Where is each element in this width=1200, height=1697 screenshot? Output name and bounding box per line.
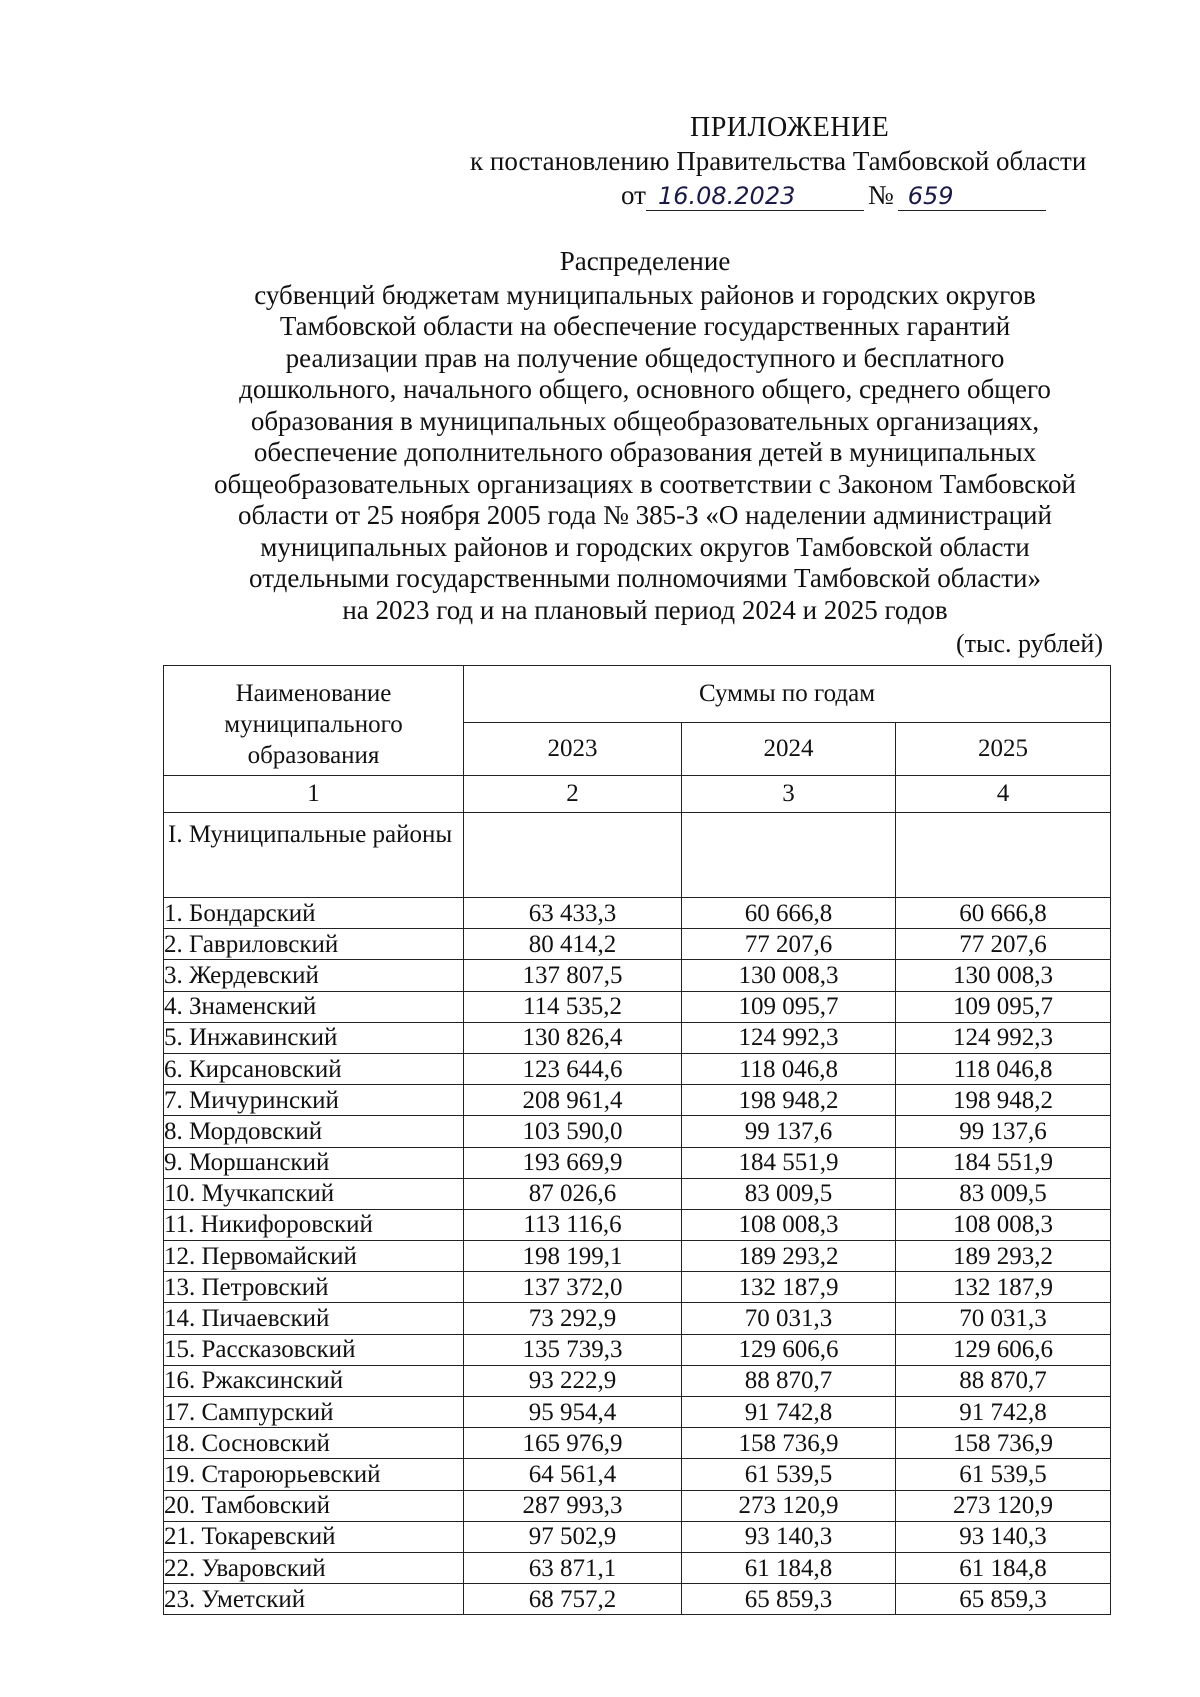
- value-2025: 132 187,9: [896, 1272, 1111, 1303]
- value-2024: 65 859,3: [682, 1584, 896, 1615]
- value-2024: 93 140,3: [682, 1521, 896, 1552]
- title-line: образования в муниципальных общеобразовательных организациях,: [250, 405, 1040, 436]
- municipality-name: 23. Уметский: [164, 1584, 464, 1615]
- value-2024: 118 046,8: [682, 1053, 896, 1084]
- header-name: Наименование муниципального образования: [164, 666, 464, 776]
- value-2023: 63 871,1: [464, 1552, 682, 1583]
- title-line: общеобразовательных организациях в соответствии с Законом Тамбовской: [214, 468, 1076, 499]
- table-row: [164, 898, 1111, 929]
- table-row: [164, 1365, 1111, 1396]
- table-row: [164, 1428, 1111, 1459]
- value-2025: 65 859,3: [896, 1584, 1111, 1615]
- value-2023: 130 826,4: [464, 1022, 682, 1053]
- header-year-2025: 2025: [896, 723, 1111, 776]
- municipality-name: 17. Сампурский: [164, 1397, 464, 1428]
- value-2023: 165 976,9: [464, 1428, 682, 1459]
- value-2025: 118 046,8: [896, 1053, 1111, 1084]
- value-2025: 61 539,5: [896, 1459, 1111, 1490]
- value-2025: 91 742,8: [896, 1397, 1111, 1428]
- table-row: [164, 1085, 1111, 1116]
- value-2024: 77 207,6: [682, 929, 896, 960]
- municipality-name: 18. Сосновский: [164, 1428, 464, 1459]
- title-line: обеспечение дополнительного образования детей в муниципальных: [253, 437, 1037, 467]
- value-2024: 61 539,5: [682, 1459, 896, 1490]
- value-2024: 130 008,3: [682, 960, 896, 991]
- value-2024: 129 606,6: [682, 1334, 896, 1365]
- table-row: [164, 960, 1111, 991]
- column-index: 4: [896, 776, 1111, 813]
- value-2023: 68 757,2: [464, 1584, 682, 1615]
- value-2023: 87 026,6: [464, 1178, 682, 1209]
- value-2024: 61 184,8: [682, 1552, 896, 1583]
- table-row: [164, 1521, 1111, 1552]
- title-line: отдельными государственными полномочиями Тамбовской области»: [249, 563, 1041, 593]
- value-2024: 83 009,5: [682, 1178, 896, 1209]
- value-2023: 63 433,3: [464, 898, 682, 929]
- table-row: [164, 1552, 1111, 1583]
- table-row: [164, 1490, 1111, 1521]
- value-2025: 70 031,3: [896, 1303, 1111, 1334]
- value-2023: 137 372,0: [464, 1272, 682, 1303]
- municipality-name: 10. Мучкапский: [164, 1178, 464, 1209]
- table-row: [164, 1459, 1111, 1490]
- table-row: [164, 1053, 1111, 1084]
- value-2024: 99 137,6: [682, 1116, 896, 1147]
- table-row: [164, 1116, 1111, 1147]
- value-2024: 158 736,9: [682, 1428, 896, 1459]
- appendix-date-line: [621, 180, 1046, 211]
- table-row: [164, 1303, 1111, 1334]
- table-body: [164, 813, 1111, 1615]
- value-2024: 184 551,9: [682, 1147, 896, 1178]
- distribution-table: [163, 665, 1111, 1615]
- value-2025: 77 207,6: [896, 929, 1111, 960]
- value-2024: 108 008,3: [682, 1209, 896, 1240]
- table-row: [164, 1397, 1111, 1428]
- value-2023: 73 292,9: [464, 1303, 682, 1334]
- value-2023: 103 590,0: [464, 1116, 682, 1147]
- value-2025: 198 948,2: [896, 1085, 1111, 1116]
- column-index: 2: [464, 776, 682, 813]
- municipality-name: 2. Гавриловский: [164, 929, 464, 960]
- empty-cell: [896, 813, 1111, 898]
- title-line: субвенций бюджетам муниципальных районов и городских округов: [254, 279, 1036, 310]
- title-line: дошкольного, начального общего, основного общего, среднего общего: [239, 374, 1051, 404]
- empty-cell: [682, 813, 896, 898]
- municipality-name: 14. Пичаевский: [164, 1303, 464, 1334]
- table-row: [164, 1209, 1111, 1240]
- handwritten-number: 659: [898, 182, 1046, 211]
- value-2025: 88 870,7: [896, 1365, 1111, 1396]
- municipality-name: 21. Токаревский: [164, 1521, 464, 1552]
- value-2025: 99 137,6: [896, 1116, 1111, 1147]
- table-row: [164, 1272, 1111, 1303]
- municipality-name: 16. Ржаксинский: [164, 1365, 464, 1396]
- value-2025: 124 992,3: [896, 1022, 1111, 1053]
- table-row: [164, 1334, 1111, 1365]
- municipality-name: 9. Моршанский: [164, 1147, 464, 1178]
- municipality-name: 7. Мичуринский: [164, 1085, 464, 1116]
- municipality-name: 8. Мордовский: [164, 1116, 464, 1147]
- value-2023: 97 502,9: [464, 1521, 682, 1552]
- value-2023: 95 954,4: [464, 1397, 682, 1428]
- header-sums: Суммы по годам: [464, 666, 1111, 723]
- header-year-2023: 2023: [464, 723, 682, 776]
- municipality-name: 3. Жердевский: [164, 960, 464, 991]
- value-2023: 123 644,6: [464, 1053, 682, 1084]
- title-lines: [150, 280, 1140, 627]
- title-line: реализации прав на получение общедоступного и бесплатного: [285, 342, 1005, 373]
- appendix-subtitle: к постановлению Правительства Тамбовской области: [470, 146, 1087, 176]
- municipality-name: 1. Бондарский: [164, 898, 464, 929]
- municipality-name: 19. Староюрьевский: [164, 1459, 464, 1490]
- value-2024: 132 187,9: [682, 1272, 896, 1303]
- municipality-name: 12. Первомайский: [164, 1241, 464, 1272]
- value-2024: 109 095,7: [682, 991, 896, 1022]
- value-2025: 129 606,6: [896, 1334, 1111, 1365]
- value-2025: 108 008,3: [896, 1209, 1111, 1240]
- value-2024: 60 666,8: [682, 898, 896, 929]
- appendix-title: ПРИЛОЖЕНИЕ: [690, 112, 890, 143]
- municipality-name: 15. Рассказовский: [164, 1334, 464, 1365]
- value-2025: 93 140,3: [896, 1521, 1111, 1552]
- value-2025: 60 666,8: [896, 898, 1111, 929]
- table-row: [164, 991, 1111, 1022]
- title-line: на 2023 год и на плановый период 2024 и 2025 годов: [342, 594, 948, 625]
- title-line: Тамбовской области на обеспечение государственных гарантий: [279, 311, 1011, 341]
- municipality-name: 22. Уваровский: [164, 1552, 464, 1583]
- value-2024: 70 031,3: [682, 1303, 896, 1334]
- value-2025: 130 008,3: [896, 960, 1111, 991]
- table-row: [164, 1241, 1111, 1272]
- number-sign: №: [867, 180, 894, 210]
- value-2024: 273 120,9: [682, 1490, 896, 1521]
- table-row: [164, 1178, 1111, 1209]
- value-2025: 83 009,5: [896, 1178, 1111, 1209]
- section-label: I. Муниципальные районы: [164, 813, 464, 898]
- title-line: области от 25 ноября 2005 года № 385-З «О наделении администраций: [238, 500, 1052, 530]
- value-2023: 114 535,2: [464, 991, 682, 1022]
- handwritten-date: 16.08.2023: [646, 182, 864, 211]
- date-prefix: от: [621, 180, 646, 210]
- title-line: муниципальных районов и городских округов Тамбовской области: [260, 531, 1030, 562]
- section-row: [164, 813, 1111, 898]
- column-index: 1: [164, 776, 464, 813]
- table-row: [164, 1584, 1111, 1615]
- value-2023: 113 116,6: [464, 1209, 682, 1240]
- value-2023: 135 739,3: [464, 1334, 682, 1365]
- value-2024: 124 992,3: [682, 1022, 896, 1053]
- municipality-name: 5. Инжавинский: [164, 1022, 464, 1053]
- value-2025: 61 184,8: [896, 1552, 1111, 1583]
- table-row: [164, 929, 1111, 960]
- units-note: (тыс. рублей): [955, 629, 1103, 658]
- value-2025: 109 095,7: [896, 991, 1111, 1022]
- table-row: [164, 1022, 1111, 1053]
- value-2023: 208 961,4: [464, 1085, 682, 1116]
- value-2025: 184 551,9: [896, 1147, 1111, 1178]
- municipality-name: 11. Никифоровский: [164, 1209, 464, 1240]
- table-row: [164, 1147, 1111, 1178]
- empty-cell: [464, 813, 682, 898]
- header-year-2024: 2024: [682, 723, 896, 776]
- value-2023: 64 561,4: [464, 1459, 682, 1490]
- document-title: [150, 246, 1140, 626]
- municipality-name: 20. Тамбовский: [164, 1490, 464, 1521]
- value-2024: 198 948,2: [682, 1085, 896, 1116]
- title-heading: Распределение: [559, 246, 731, 276]
- value-2025: 273 120,9: [896, 1490, 1111, 1521]
- value-2025: 158 736,9: [896, 1428, 1111, 1459]
- column-index: 3: [682, 776, 896, 813]
- value-2023: 137 807,5: [464, 960, 682, 991]
- value-2024: 88 870,7: [682, 1365, 896, 1396]
- value-2023: 287 993,3: [464, 1490, 682, 1521]
- municipality-name: 13. Петровский: [164, 1272, 464, 1303]
- value-2025: 189 293,2: [896, 1241, 1111, 1272]
- value-2024: 189 293,2: [682, 1241, 896, 1272]
- value-2023: 198 199,1: [464, 1241, 682, 1272]
- municipality-name: 6. Кирсановский: [164, 1053, 464, 1084]
- value-2023: 93 222,9: [464, 1365, 682, 1396]
- value-2024: 91 742,8: [682, 1397, 896, 1428]
- municipality-name: 4. Знаменский: [164, 991, 464, 1022]
- value-2023: 80 414,2: [464, 929, 682, 960]
- value-2023: 193 669,9: [464, 1147, 682, 1178]
